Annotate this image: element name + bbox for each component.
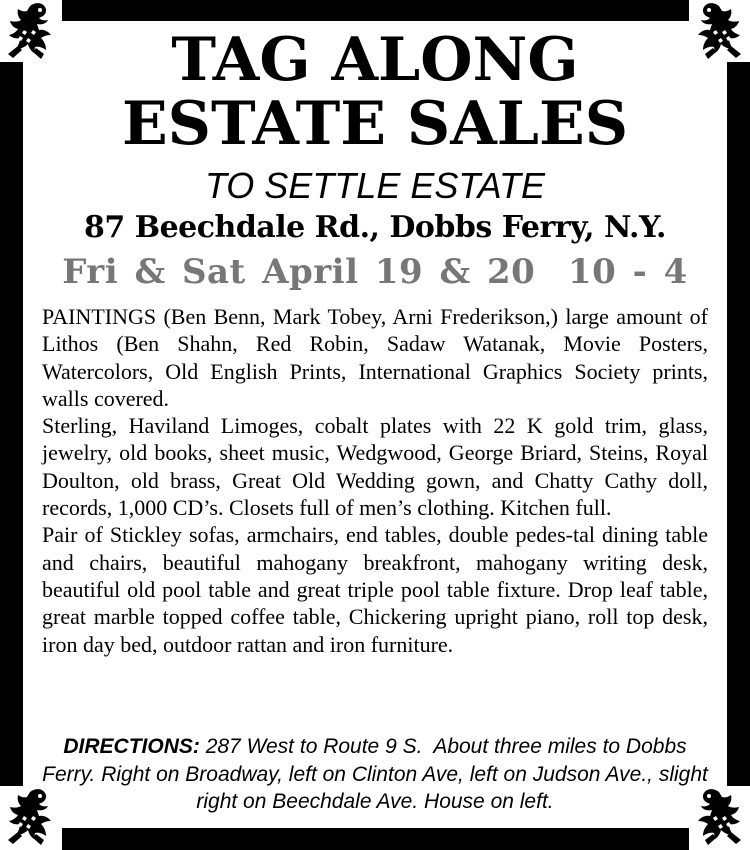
address: 87 Beechdale Rd., Dobbs Ferry, N.Y.: [84, 210, 666, 245]
sale-dates: Fri & Sat April 19 & 20 10 - 4: [62, 252, 688, 292]
border-left: [0, 62, 23, 786]
directions-label: DIRECTIONS:: [63, 735, 200, 758]
paragraph-household: Sterling, Haviland Limoges, cobalt plates with 22 K gold trim, glass, jewelry, old books, sheet music, Wedgwood, George Briard, Steins, Royal Doulton, old brass, Great Old Wedding gown, and Chatty Cathy doll, records, 1,000 CD’s. Closets full of men’s clothing. Kitchen full.: [42, 413, 708, 521]
directions: [40, 733, 714, 816]
paragraph-paintings: PAINTINGS (Ben Benn, Mark Tobey, Arni Frederikson,) large amount of Lithos (Ben Shahn, Red Robin, Sadaw Watanak, Movie Posters, Watercolors, Old English Prints, International Graphics Society prints, walls covered.: [42, 304, 708, 411]
item-listing: [42, 303, 708, 658]
headline-line-2: ESTATE SALES: [121, 89, 629, 159]
border-top: [62, 0, 689, 21]
border-bottom: [62, 828, 689, 850]
paragraph-furniture: Pair of Stickley sofas, armchairs, end tables, double pedes-tal dining table and chairs, beautiful mahogany breakfront, mahogany writing desk, beautiful old pool table and great triple pool table fixture. Drop leaf table, great marble topped coffee table, Chickering upright piano, roll top desk, iron day bed, outdoor rattan and iron furniture.: [42, 522, 708, 657]
border-right: [727, 62, 750, 786]
subtitle: TO SETTLE ESTATE: [204, 165, 546, 206]
directions-text: 287 West to Route 9 S. About three miles to Dobbs Ferry. Right on Broadway, left on Clinton Ave, left on Judson Ave., slight right on Beechdale Ave. House on left.: [42, 735, 714, 813]
headline-line-1: TAG ALONG: [171, 25, 579, 95]
